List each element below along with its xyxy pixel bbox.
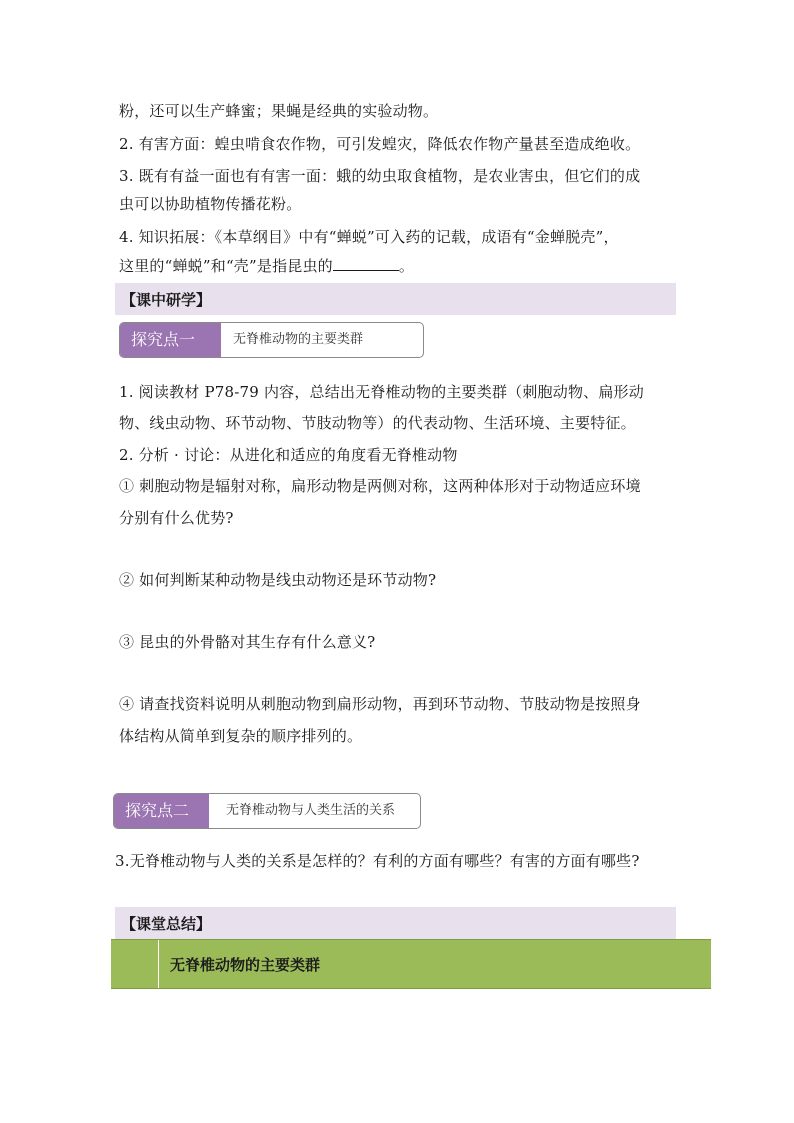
- question-1-line2: 物、线虫动物、环节动物、节肢动物等）的代表动物、生活环境、主要特征。: [119, 414, 636, 432]
- explore-point-2: [113, 793, 421, 829]
- question-1-line1: 1. 阅读教材 P78-79 内容，总结出无脊椎动物的主要类群（刺胞动物、扁形动: [119, 383, 644, 401]
- sub-question-1-line1: ① 刺胞动物是辐射对称，扁形动物是两侧对称，这两种体形对于动物适应环境: [119, 477, 641, 495]
- summary-table-cell: [111, 940, 159, 988]
- sub-question-4-line2: 体结构从简单到复杂的顺序排列的。: [119, 727, 363, 745]
- list-item-extension-line1: 4. 知识拓展：《本草纲目》中有“蝉蜕”可入药的记载，成语有“金蝉脱壳”，: [119, 228, 619, 246]
- section-label: 【课中研学】: [121, 291, 212, 309]
- list-item-extension-line2: [119, 256, 414, 276]
- summary-table: [111, 939, 711, 989]
- list-item-both-line1: 3. 既有有益一面也有有害一面：蛾的幼虫取食植物，是农业害虫，但它们的成: [119, 167, 641, 185]
- section-label: 【课堂总结】: [121, 915, 212, 933]
- fill-blank[interactable]: [333, 256, 399, 271]
- explore-tag: 探究点一: [120, 323, 221, 357]
- section-header-in-class: [115, 283, 676, 315]
- paragraph-line: 粉，还可以生产蜂蜜；果蝇是经典的实验动物。: [119, 102, 439, 120]
- explore-tag: 探究点二: [114, 794, 209, 828]
- section-header-summary: [115, 907, 676, 940]
- sub-question-3: ③ 昆虫的外骨骼对其生存有什么意义?: [119, 633, 376, 651]
- sub-question-4-line1: ④ 请查找资料说明从刺胞动物到扁形动物，再到环节动物、节肢动物是按照身: [119, 695, 641, 713]
- explore-title: 无脊椎动物的主要类群: [233, 332, 364, 347]
- list-item-both-line2: 虫可以协助植物传播花粉。: [119, 195, 302, 213]
- list-item-harmful: 2. 有害方面：蝗虫啃食农作物，可引发蝗灾，降低农作物产量甚至造成绝收。: [119, 135, 641, 153]
- sub-question-2: ② 如何判断某种动物是线虫动物还是环节动物?: [119, 571, 437, 589]
- question-3: 3.无脊椎动物与人类的关系是怎样的？有利的方面有哪些？有害的方面有哪些?: [115, 852, 640, 870]
- explore-point-1: [119, 322, 424, 358]
- question-2-head: 2. 分析 · 讨论：从进化和适应的角度看无脊椎动物: [119, 446, 458, 464]
- explore-title: 无脊椎动物与人类生活的关系: [226, 803, 396, 818]
- sub-question-1-line2: 分别有什么优势?: [119, 509, 234, 527]
- summary-table-title: 无脊椎动物的主要类群: [170, 956, 321, 974]
- extension-end: 。: [398, 257, 415, 275]
- extension-text: 这里的“蝉蜕”和“壳”是指昆虫的: [119, 257, 333, 275]
